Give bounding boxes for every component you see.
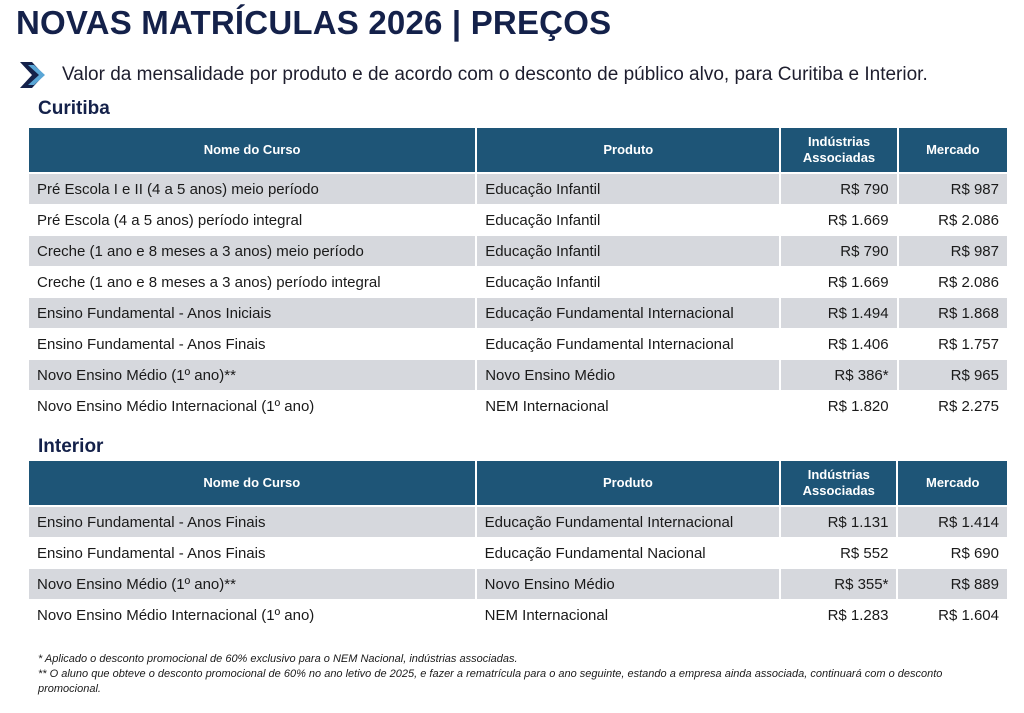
table-row [29, 360, 1007, 391]
table-row [29, 600, 1007, 631]
table-header-row [29, 461, 1007, 507]
table-row [29, 329, 1007, 360]
section-label-curitiba: Curitiba [38, 98, 110, 119]
price-industrias-cell: R$ 1.283 [781, 600, 896, 631]
price-mercado-cell: R$ 2.275 [899, 391, 1007, 422]
course-name-cell: Novo Ensino Médio (1º ano)** [29, 360, 475, 391]
price-industrias-cell: R$ 386* [781, 360, 896, 391]
page-subtitle: Valor da mensalidade por produto e de acordo com o desconto de público alvo, para Curitiba e Interior. [62, 64, 928, 85]
column-header-produto: Produto [477, 128, 779, 174]
product-cell: Educação Infantil [477, 267, 779, 298]
product-cell: Educação Fundamental Nacional [477, 538, 779, 569]
column-header-produto: Produto [477, 461, 779, 507]
course-name-cell: Ensino Fundamental - Anos Finais [29, 329, 475, 360]
column-header-curso: Nome do Curso [29, 461, 475, 507]
column-header-industrias: Indústrias Associadas [781, 461, 896, 507]
price-mercado-cell: R$ 1.868 [899, 298, 1007, 329]
price-industrias-cell: R$ 1.669 [781, 267, 896, 298]
table-row [29, 267, 1007, 298]
price-industrias-cell: R$ 1.669 [781, 205, 896, 236]
table-row [29, 298, 1007, 329]
product-cell: Educação Fundamental Internacional [477, 329, 779, 360]
price-industrias-cell: R$ 790 [781, 174, 896, 205]
product-cell: Educação Infantil [477, 174, 779, 205]
course-name-cell: Ensino Fundamental - Anos Finais [29, 538, 475, 569]
product-cell: Educação Fundamental Internacional [477, 298, 779, 329]
course-name-cell: Creche (1 ano e 8 meses a 3 anos) meio período [29, 236, 475, 267]
course-name-cell: Pré Escola I e II (4 a 5 anos) meio período [29, 174, 475, 205]
price-mercado-cell: R$ 690 [898, 538, 1007, 569]
price-mercado-cell: R$ 1.757 [899, 329, 1007, 360]
product-cell: Novo Ensino Médio [477, 569, 779, 600]
double-chevron-right-icon [18, 60, 52, 90]
course-name-cell: Novo Ensino Médio (1º ano)** [29, 569, 475, 600]
course-name-cell: Novo Ensino Médio Internacional (1º ano) [29, 600, 475, 631]
course-name-cell: Pré Escola (4 a 5 anos) período integral [29, 205, 475, 236]
price-mercado-cell: R$ 889 [898, 569, 1007, 600]
price-industrias-cell: R$ 355* [781, 569, 896, 600]
price-mercado-cell: R$ 987 [899, 236, 1007, 267]
table-header-row [29, 128, 1007, 174]
product-cell: Novo Ensino Médio [477, 360, 779, 391]
course-name-cell: Ensino Fundamental - Anos Finais [29, 507, 475, 538]
product-cell: Educação Fundamental Internacional [477, 507, 779, 538]
footnote-1: * Aplicado o desconto promocional de 60% exclusivo para o NEM Nacional, indústrias associadas. [38, 653, 518, 665]
product-cell: Educação Infantil [477, 205, 779, 236]
price-industrias-cell: R$ 790 [781, 236, 896, 267]
column-header-curso: Nome do Curso [29, 128, 475, 174]
course-name-cell: Ensino Fundamental - Anos Iniciais [29, 298, 475, 329]
price-mercado-cell: R$ 2.086 [899, 205, 1007, 236]
price-industrias-cell: R$ 1.131 [781, 507, 896, 538]
price-industrias-cell: R$ 552 [781, 538, 896, 569]
price-mercado-cell: R$ 987 [899, 174, 1007, 205]
column-header-mercado: Mercado [898, 461, 1007, 507]
footnote-2: ** O aluno que obteve o desconto promocional de 60% no ano letivo de 2025, e fazer a rematrícula para o ano seguinte, estando a empresa ainda associada, continuará com o desconto promocional. [38, 668, 943, 695]
price-mercado-cell: R$ 1.604 [898, 600, 1007, 631]
price-mercado-cell: R$ 965 [899, 360, 1007, 391]
page-title: NOVAS MATRÍCULAS 2026 | PREÇOS [16, 4, 612, 41]
price-mercado-cell: R$ 1.414 [898, 507, 1007, 538]
table-row [29, 391, 1007, 422]
section-label-interior: Interior [38, 436, 104, 457]
price-industrias-cell: R$ 1.406 [781, 329, 896, 360]
product-cell: Educação Infantil [477, 236, 779, 267]
table-row [29, 236, 1007, 267]
price-industrias-cell: R$ 1.820 [781, 391, 896, 422]
table-row [29, 538, 1007, 569]
product-cell: NEM Internacional [477, 600, 779, 631]
subtitle-row [18, 60, 928, 90]
product-cell: NEM Internacional [477, 391, 779, 422]
table-row [29, 507, 1007, 538]
price-mercado-cell: R$ 2.086 [899, 267, 1007, 298]
table-row [29, 205, 1007, 236]
column-header-industrias: Indústrias Associadas [781, 128, 896, 174]
footnotes [38, 652, 998, 697]
course-name-cell: Creche (1 ano e 8 meses a 3 anos) período integral [29, 267, 475, 298]
column-header-mercado: Mercado [899, 128, 1007, 174]
course-name-cell: Novo Ensino Médio Internacional (1º ano) [29, 391, 475, 422]
price-industrias-cell: R$ 1.494 [781, 298, 896, 329]
price-table-curitiba [27, 128, 1009, 422]
table-row [29, 569, 1007, 600]
table-row [29, 174, 1007, 205]
price-table-interior [27, 461, 1009, 631]
